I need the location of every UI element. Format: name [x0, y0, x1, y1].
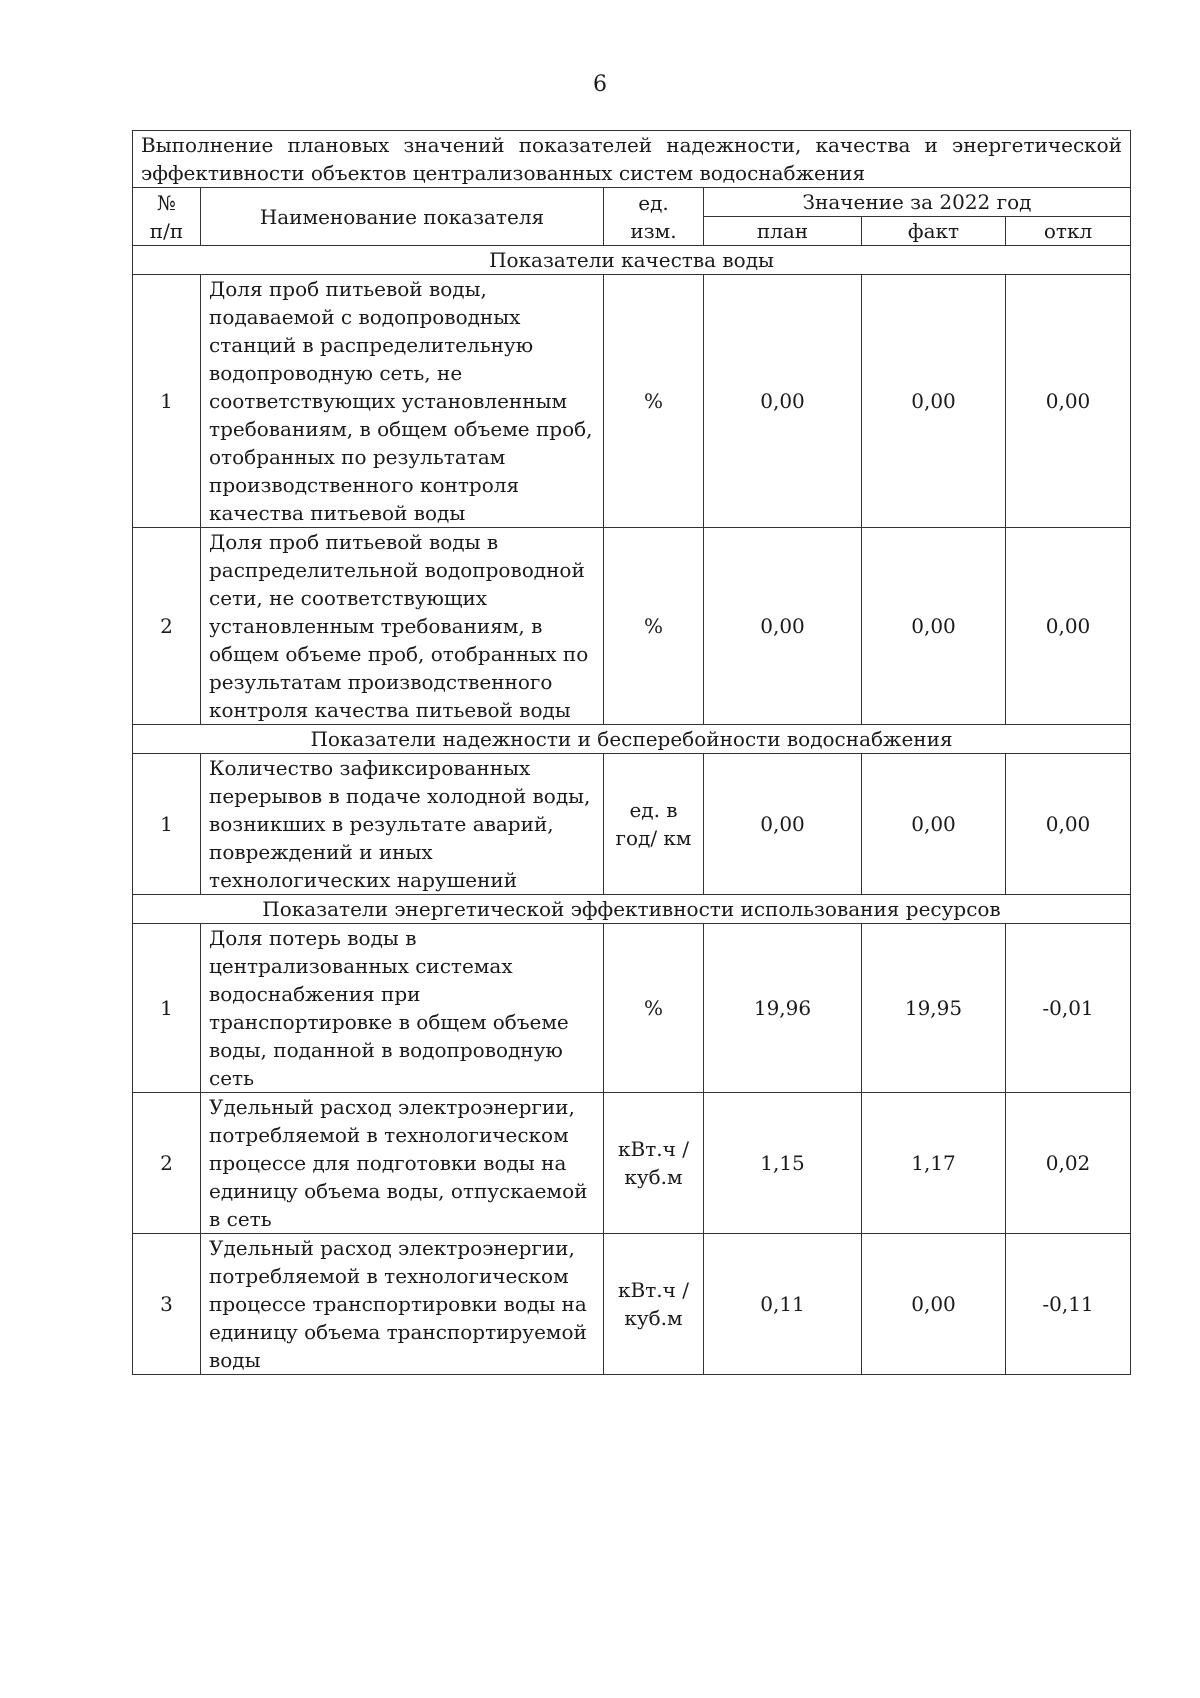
row-plan: 0,00 [704, 528, 862, 725]
table-row [133, 1093, 1131, 1234]
row-unit-line1: ед. в [629, 798, 678, 822]
row-deviation: -0,11 [1006, 1234, 1131, 1375]
row-plan: 0,00 [704, 275, 862, 528]
section-row-water-quality [133, 246, 1131, 275]
indicators-table [132, 130, 1131, 1375]
row-plan: 19,96 [704, 924, 862, 1093]
row-unit [604, 924, 704, 1093]
row-unit-line1: % [643, 614, 663, 638]
row-fact: 0,00 [862, 1234, 1006, 1375]
row-num: 1 [133, 275, 201, 528]
row-unit-line2: год/ км [615, 826, 692, 850]
row-deviation: -0,01 [1006, 924, 1131, 1093]
header-row-1 [133, 188, 1131, 217]
section-row-reliability [133, 725, 1131, 754]
row-unit [604, 275, 704, 528]
row-unit-line1: % [643, 389, 663, 413]
header-num-line1: № [157, 190, 176, 215]
row-num: 1 [133, 754, 201, 895]
row-unit [604, 1234, 704, 1375]
row-fact: 0,00 [862, 275, 1006, 528]
header-num-line2: п/п [149, 218, 184, 243]
row-unit [604, 754, 704, 895]
row-unit-line1: кВт.ч / [618, 1137, 689, 1161]
table-row [133, 924, 1131, 1093]
header-deviation: откл [1006, 217, 1131, 246]
row-name: Удельный расход электроэнергии, потребляемой в технологическом процессе транспортировки воды на единицу объема транспортируемой воды [201, 1234, 604, 1375]
row-fact: 0,00 [862, 528, 1006, 725]
header-plan: план [704, 217, 862, 246]
row-num: 2 [133, 528, 201, 725]
table-row [133, 754, 1131, 895]
header-unit [604, 188, 704, 246]
section-title: Показатели надежности и бесперебойности водоснабжения [133, 725, 1131, 754]
row-plan: 0,00 [704, 754, 862, 895]
table-row [133, 1234, 1131, 1375]
row-deviation: 0,00 [1006, 754, 1131, 895]
row-num: 2 [133, 1093, 201, 1234]
header-fact: факт [862, 217, 1006, 246]
header-name: Наименование показателя [201, 188, 604, 246]
row-fact: 0,00 [862, 754, 1006, 895]
row-deviation: 0,00 [1006, 275, 1131, 528]
row-name: Доля проб питьевой воды в распределительной водопроводной сети, не соответствующих установленным требованиям, в общем объеме проб, отобранных по результатам производственного контроля качества питьевой воды [201, 528, 604, 725]
row-name: Доля проб питьевой воды, подаваемой с водопроводных станций в распределительную водопроводную сеть, не соответствующих установленным требованиям, в общем объеме проб, отобранных по результатам производственного контроля качества питьевой воды [201, 275, 604, 528]
row-name: Доля потерь воды в централизованных системах водоснабжения при транспортировке в общем объеме воды, поданной в водопроводную сеть [201, 924, 604, 1093]
row-plan: 0,11 [704, 1234, 862, 1375]
row-fact: 19,95 [862, 924, 1006, 1093]
row-unit-line2: куб.м [624, 1165, 683, 1189]
row-fact: 1,17 [862, 1093, 1006, 1234]
table-title: Выполнение плановых значений показателей надежности, качества и энергетической эффективности объектов централизованных систем водоснабжения [133, 131, 1131, 188]
row-name: Количество зафиксированных перерывов в подаче холодной воды, возникших в результате аварий, повреждений и иных технологических нарушений [201, 754, 604, 895]
header-value-group: Значение за 2022 год [704, 188, 1131, 217]
row-unit [604, 1093, 704, 1234]
section-title: Показатели качества воды [133, 246, 1131, 275]
header-num [133, 188, 201, 246]
row-unit-line2: куб.м [624, 1306, 683, 1330]
row-name: Удельный расход электроэнергии, потребляемой в технологическом процессе для подготовки воды на единицу объема воды, отпускаемой в сеть [201, 1093, 604, 1234]
section-row-energy-efficiency [133, 895, 1131, 924]
row-unit-line1: кВт.ч / [618, 1278, 689, 1302]
header-unit-line2: изм. [630, 218, 677, 243]
table-row [133, 528, 1131, 725]
row-deviation: 0,02 [1006, 1093, 1131, 1234]
row-unit-line1: % [643, 996, 663, 1020]
table-row [133, 275, 1131, 528]
row-deviation: 0,00 [1006, 528, 1131, 725]
row-num: 1 [133, 924, 201, 1093]
row-num: 3 [133, 1234, 201, 1375]
row-unit [604, 528, 704, 725]
row-plan: 1,15 [704, 1093, 862, 1234]
table-title-row [133, 131, 1131, 188]
header-unit-line1: ед. [638, 190, 669, 215]
page-number: 6 [593, 72, 607, 97]
section-title: Показатели энергетической эффективности использования ресурсов [133, 895, 1131, 924]
